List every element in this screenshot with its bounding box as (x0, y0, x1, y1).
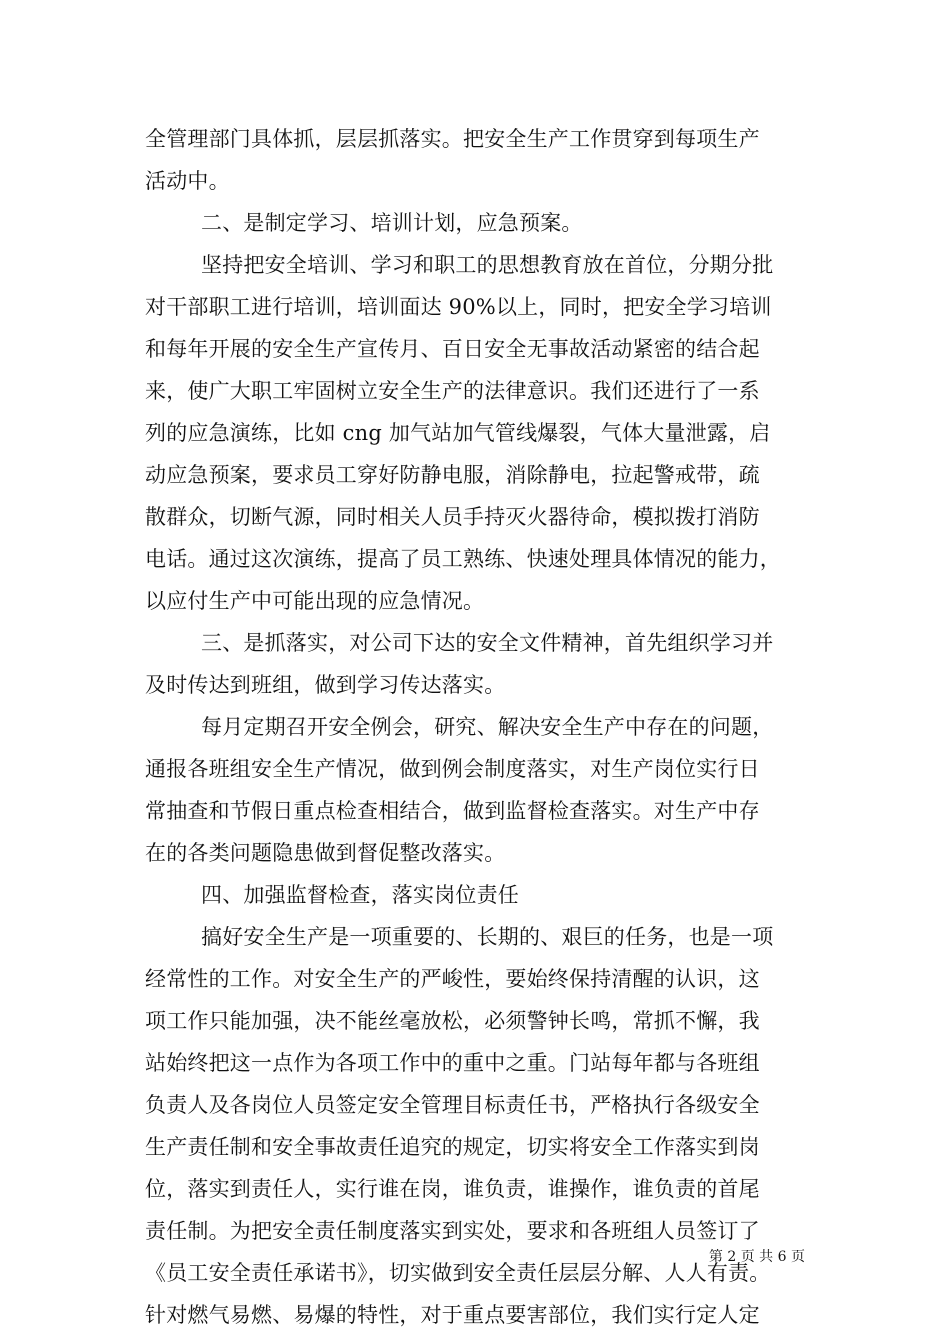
text-line: 全管理部门具体抓，层层抓落实。把安全生产工作贯穿到每项生产 (145, 127, 760, 151)
text-line: 责任制。为把安全责任制度落实到实处，要求和各班组人员签订了 (145, 1219, 760, 1243)
text-line: 二、是制定学习、培训计划，应急预案。 (201, 211, 583, 235)
text-line: 搞好安全生产是一项重要的、长期的、艰巨的任务，也是一项 (201, 925, 774, 949)
text-line: 电话。通过这次演练，提高了员工熟练、快速处理具体情况的能力， (145, 547, 781, 571)
text-line: 《员工安全责任承诺书》，切实做到安全责任层层分解、人人有责。 (145, 1261, 771, 1285)
text-line: 三、是抓落实，对公司下达的安全文件精神，首先组织学习并 (201, 631, 774, 655)
text-line: 生产责任制和安全事故责任追究的规定，切实将安全工作落实到岗 (145, 1135, 760, 1159)
text-line: 常抽查和节假日重点检查相结合，做到监督检查落实。对生产中存 (145, 799, 760, 823)
text-line: 负责人及各岗位人员签定安全管理目标责任书，严格执行各级安全 (145, 1093, 760, 1117)
text-line: 活动中。 (145, 169, 230, 193)
text-line: 每月定期召开安全例会，研究、解决安全生产中存在的问题， (201, 715, 774, 739)
text-line: 对干部职工进行培训，培训面达 90%以上，同时，把安全学习培训 (145, 295, 772, 319)
text-line: 散群众，切断气源，同时相关人员手持灭火器待命，模拟拨打消防 (145, 505, 760, 529)
text-line: 坚持把安全培训、学习和职工的思想教育放在首位，分期分批 (201, 253, 774, 277)
text-line: 和每年开展的安全生产宣传月、百日安全无事故活动紧密的结合起 (145, 337, 760, 361)
text-line: 针对燃气易燃、易爆的特性，对于重点要害部位，我们实行定人定 (145, 1303, 760, 1327)
text-line: 以应付生产中可能出现的应急情况。 (145, 589, 485, 613)
text-line: 经常性的工作。对安全生产的严峻性，要始终保持清醒的认识，这 (145, 967, 760, 991)
text-line: 来，使广大职工牢固树立安全生产的法律意识。我们还进行了一系 (145, 379, 760, 403)
text-line: 及时传达到班组，做到学习传达落实。 (145, 673, 506, 697)
text-line: 在的各类问题隐患做到督促整改落实。 (145, 841, 506, 865)
text-line: 项工作只能加强，决不能丝毫放松，必须警钟长鸣，常抓不懈，我 (145, 1009, 760, 1033)
text-line: 位，落实到责任人，实行谁在岗，谁负责，谁操作，谁负责的首尾 (145, 1177, 760, 1201)
text-line: 通报各班组安全生产情况，做到例会制度落实，对生产岗位实行日 (145, 757, 760, 781)
text-line: 站始终把这一点作为各项工作中的重中之重。门站每年都与各班组 (145, 1051, 760, 1075)
text-line: 动应急预案，要求员工穿好防静电服，消除静电，拉起警戒带，疏 (145, 463, 760, 487)
body-text (145, 118, 825, 1336)
text-line: 四、加强监督检查，落实岗位责任 (201, 883, 519, 907)
page-number: 第 2 页 共 6 页 (708, 1249, 805, 1265)
text-line: 列的应急演练，比如 cng 加气站加气管线爆裂，气体大量泄露，启 (145, 421, 771, 445)
